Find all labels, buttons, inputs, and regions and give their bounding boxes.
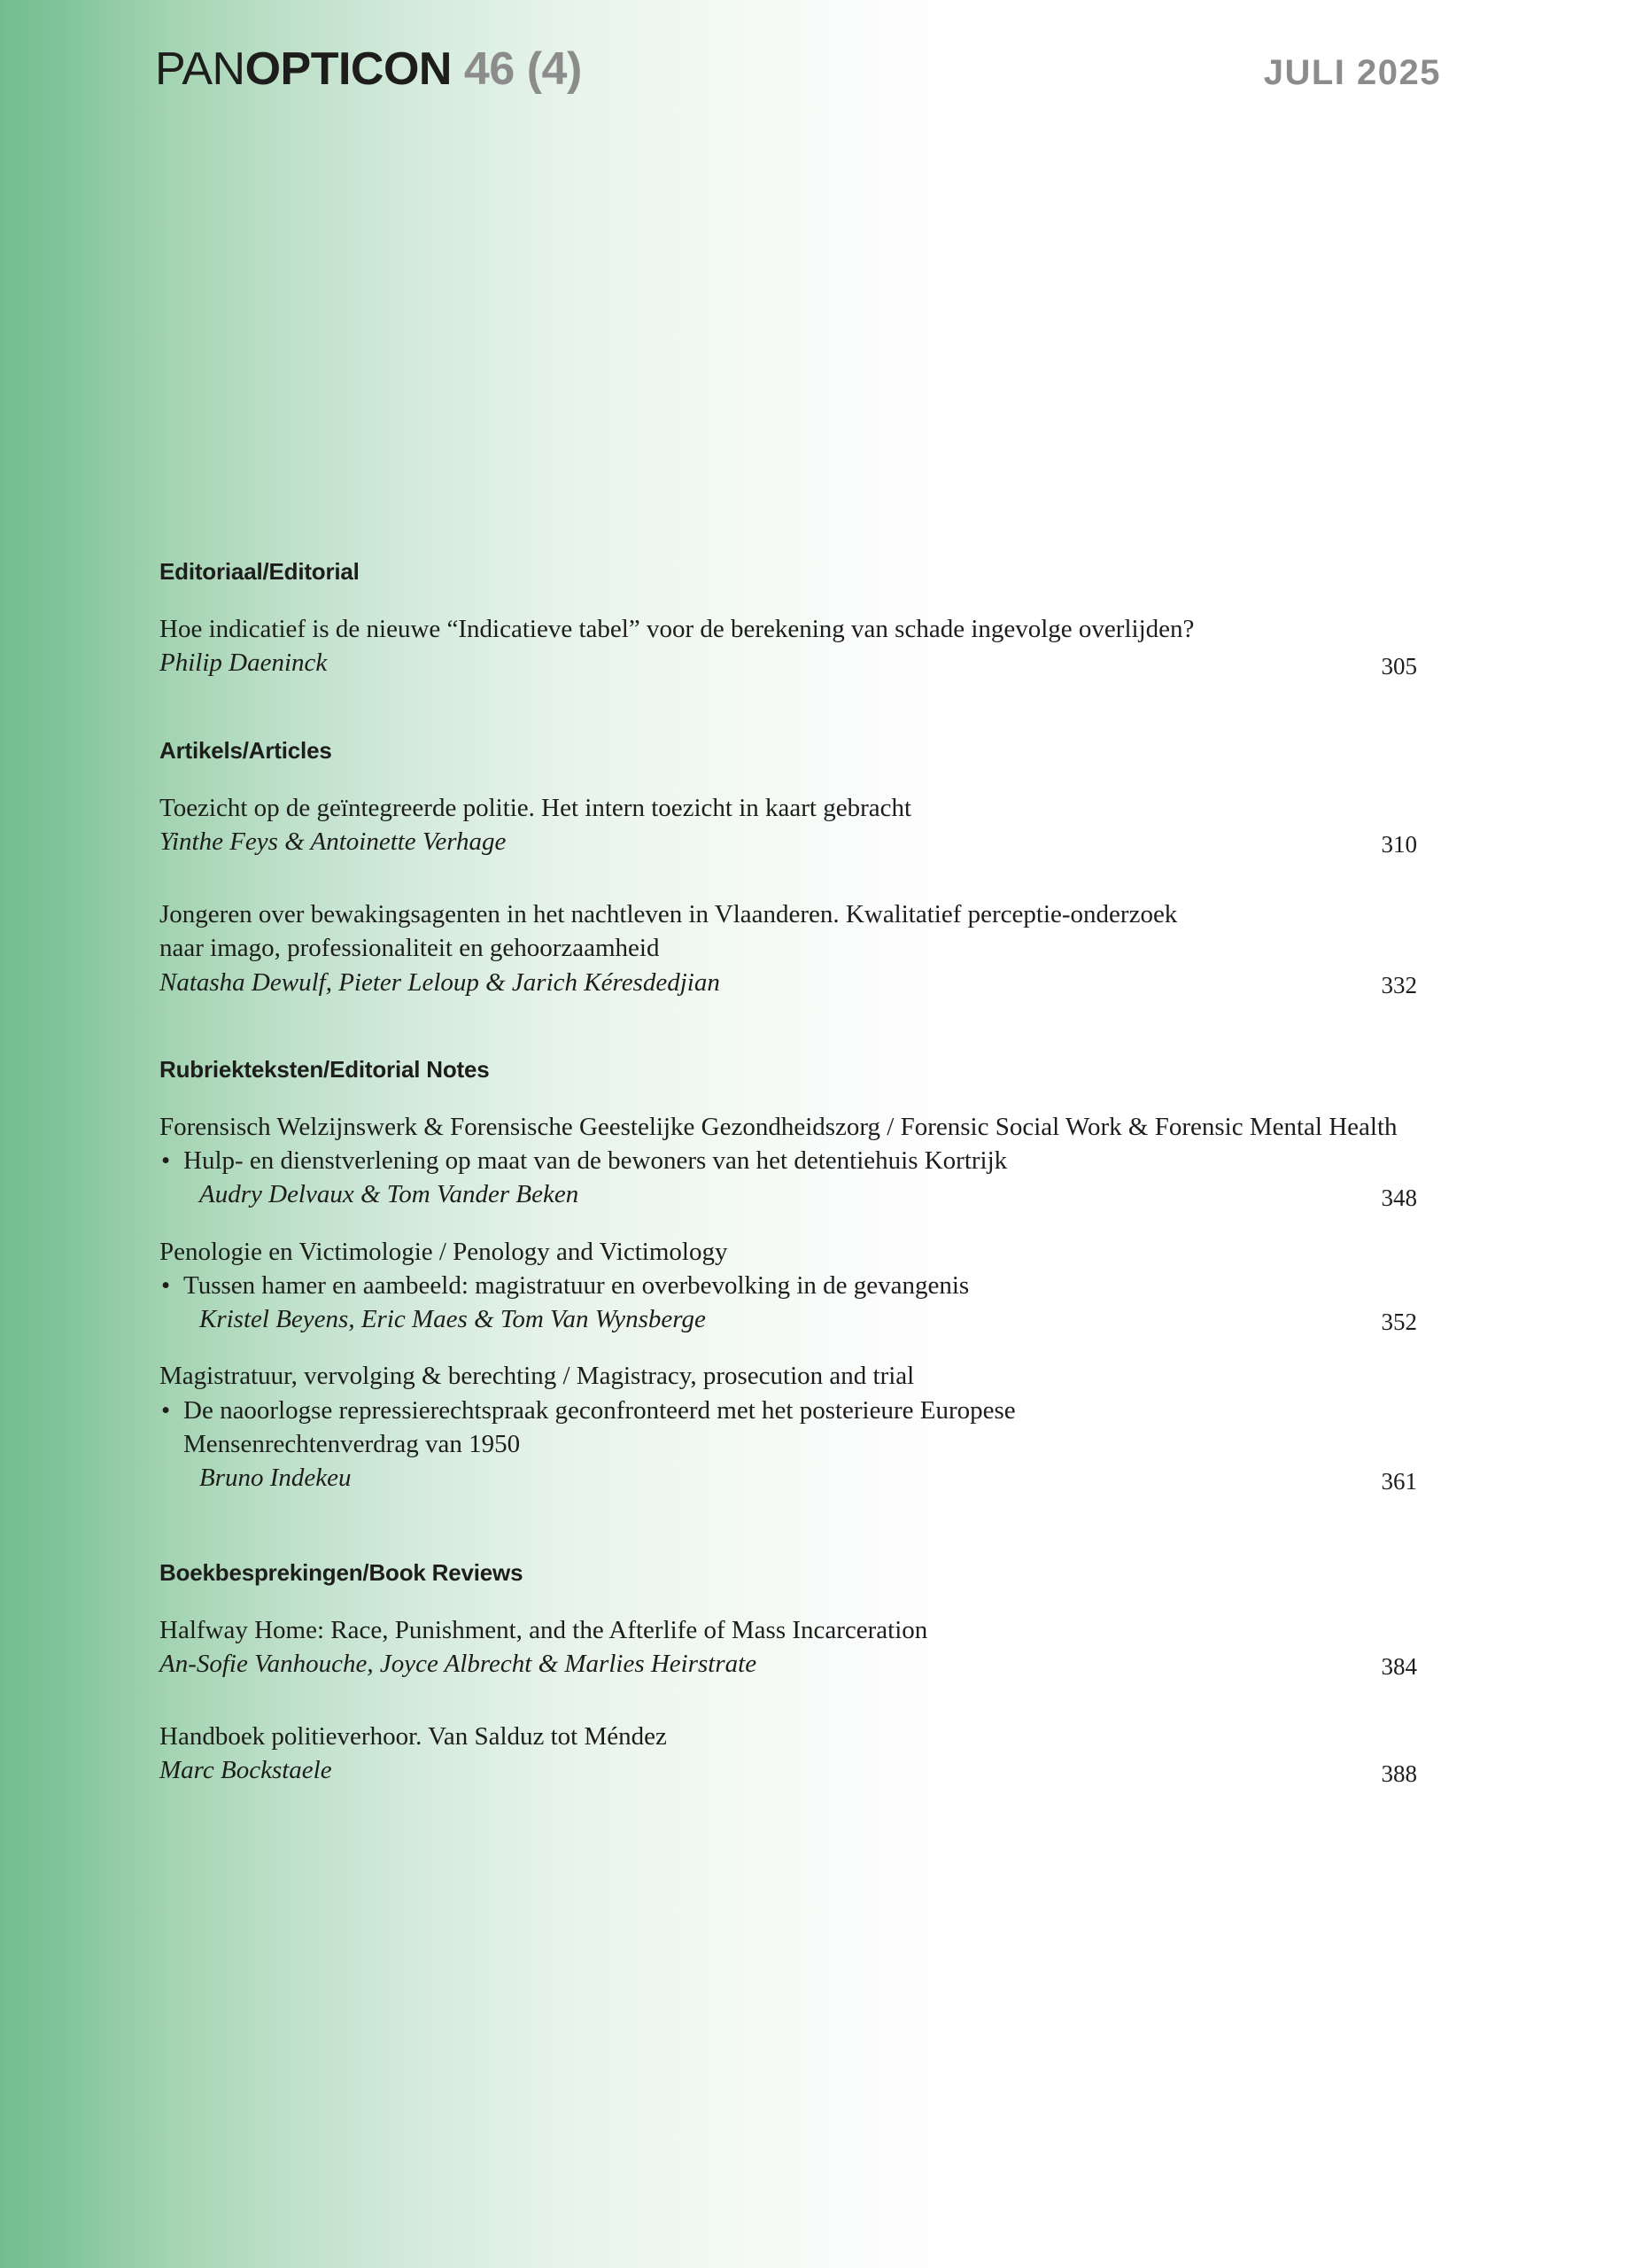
bullet-icon: • xyxy=(161,1146,171,1176)
entry-title: Tussen hamer en aambeeld: magistratuur en overbevolking in de gevangenis xyxy=(183,1270,970,1300)
entry-body xyxy=(159,897,1222,999)
entry-page-number: 388 xyxy=(1381,1759,1417,1787)
bullet-icon: • xyxy=(161,1270,171,1300)
section-heading: Editoriaal/Editorial xyxy=(159,558,360,585)
entry-authors: Marc Bockstaele xyxy=(159,1756,332,1785)
section-heading: Artikels/Articles xyxy=(159,736,332,764)
issue-number: 46 (4) xyxy=(463,43,582,95)
spacer xyxy=(159,707,1417,737)
spacer xyxy=(159,1707,1417,1720)
entry-title: De naoorlogse repressierechtspraak geconfronteerd met het posterieure Europese Mensenrechtenverdrag van 1950 xyxy=(183,1395,1016,1458)
entry-title: Halfway Home: Race, Punishment, and the Afterlife of Mass Incarceration xyxy=(159,1615,928,1644)
entry-authors: Audry Delvaux & Tom Vander Beken xyxy=(199,1180,579,1209)
spacer xyxy=(159,1518,1417,1559)
rubriek-category: Forensisch Welzijnswerk & Forensische Geestelijke Gezondheidszorg / Forensic Social Work & Forensic Mental Health xyxy=(159,1112,1398,1141)
entry-page-number: 352 xyxy=(1381,1309,1417,1336)
issue-date: JULI 2025 xyxy=(1263,53,1441,92)
entry-title: Handboek politieverhoor. Van Salduz tot Méndez xyxy=(159,1722,667,1751)
toc-entry[interactable] xyxy=(159,612,1417,680)
entry-page-number: 305 xyxy=(1381,652,1417,680)
entry-body xyxy=(159,791,911,859)
toc-entry[interactable] xyxy=(159,1613,1417,1682)
section-articles xyxy=(159,737,1417,999)
rubriek-category: Penologie en Victimologie / Penology and Victimology xyxy=(159,1237,728,1266)
toc-entry[interactable] xyxy=(159,1144,1417,1212)
rubriek-category: Magistratuur, vervolging & berechting / Magistracy, prosecution and trial xyxy=(159,1362,915,1391)
toc-entry[interactable] xyxy=(159,1269,1417,1337)
entry-page-number: 361 xyxy=(1381,1467,1417,1495)
entry-authors: Bruno Indekeu xyxy=(199,1464,352,1493)
masthead xyxy=(155,43,1475,95)
entry-authors: Natasha Dewulf, Pieter Leloup & Jarich Kéresdedjian xyxy=(159,967,720,997)
bullet-icon: • xyxy=(161,1395,171,1425)
entry-page-number: 310 xyxy=(1381,831,1417,858)
entry-title: Hulp- en dienstverlening op maat van de bewoners van het detentiehuis Kortrijk xyxy=(183,1146,1008,1176)
toc-entry[interactable] xyxy=(159,1720,1417,1788)
section-book-reviews xyxy=(159,1559,1417,1788)
entry-authors: Kristel Beyens, Eric Maes & Tom Van Wynsberge xyxy=(199,1305,706,1334)
entry-page-number: 384 xyxy=(1381,1653,1417,1681)
entry-body xyxy=(159,612,1194,680)
entry-authors: Philip Daeninck xyxy=(159,649,328,678)
entry-title: Toezicht op de geïntegreerde politie. Het intern toezicht in kaart gebracht xyxy=(159,793,912,822)
journal-title xyxy=(155,43,582,95)
entry-authors: Yinthe Feys & Antoinette Verhage xyxy=(159,827,507,856)
section-editorial xyxy=(159,558,1417,680)
rubriek-group xyxy=(159,1359,1417,1495)
entry-body xyxy=(159,1269,969,1337)
toc-entry[interactable] xyxy=(159,1394,1417,1495)
brand-pan: PAN xyxy=(155,43,245,95)
section-heading: Rubriekteksten/Editorial Notes xyxy=(159,1055,490,1083)
entry-body xyxy=(159,1394,1246,1495)
entry-authors: An-Sofie Vanhouche, Joyce Albrecht & Marlies Heirstrate xyxy=(159,1649,757,1678)
section-editorial-notes xyxy=(159,1056,1417,1495)
entry-body xyxy=(159,1720,667,1788)
spacer xyxy=(159,1026,1417,1056)
entry-body xyxy=(159,1144,1007,1212)
toc-entry[interactable] xyxy=(159,791,1417,859)
entry-title: Jongeren over bewakingsagenten in het nachtleven in Vlaanderen. Kwalitatief perceptie-onderzoek naar imago, professionaliteit en gehoorzaamheid xyxy=(159,900,1178,963)
table-of-contents xyxy=(159,558,1417,1814)
rubriek-group xyxy=(159,1110,1417,1212)
entry-page-number: 348 xyxy=(1381,1184,1417,1211)
spacer xyxy=(159,885,1417,897)
brand-opticon: OPTICON xyxy=(244,43,452,95)
entry-page-number: 332 xyxy=(1381,971,1417,998)
rubriek-group xyxy=(159,1235,1417,1337)
entry-title: Hoe indicatief is de nieuwe “Indicatieve tabel” voor de berekening van schade ingevolge overlijden? xyxy=(159,615,1195,643)
section-heading: Boekbesprekingen/Book Reviews xyxy=(159,1558,523,1586)
entry-body xyxy=(159,1613,927,1682)
toc-entry[interactable] xyxy=(159,897,1417,999)
